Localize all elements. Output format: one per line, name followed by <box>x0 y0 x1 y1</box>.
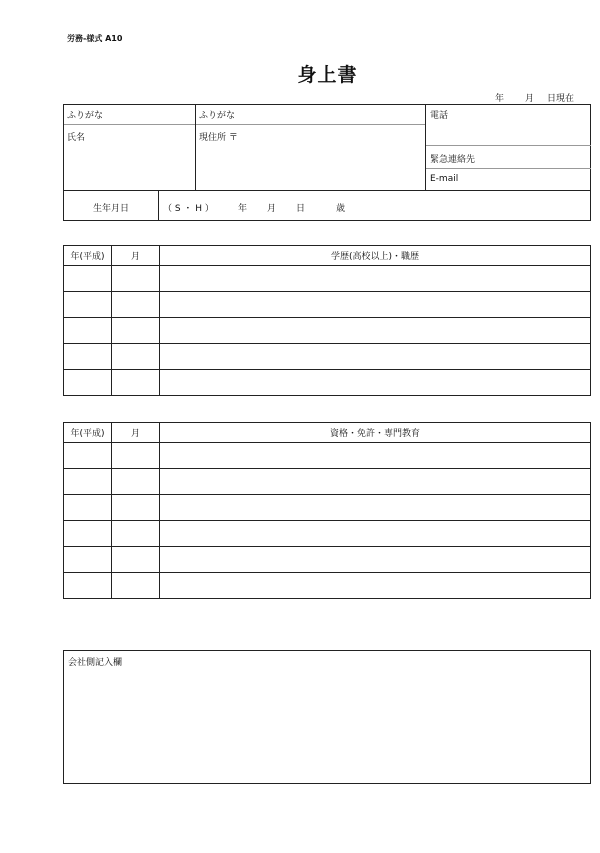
date-month-label: 月 <box>525 94 535 104</box>
license-year-cell[interactable] <box>64 443 112 469</box>
license-month-cell[interactable] <box>112 521 160 547</box>
company-section[interactable] <box>63 650 591 784</box>
phone-label: 電話 <box>430 111 449 121</box>
table-row <box>64 521 591 547</box>
license-year-cell[interactable] <box>64 573 112 599</box>
history-year-cell[interactable] <box>64 344 112 370</box>
document-title: 身上書 <box>297 64 358 86</box>
license-detail-cell[interactable] <box>160 495 591 521</box>
history-detail-cell[interactable] <box>160 370 591 396</box>
license-detail-cell[interactable] <box>160 443 591 469</box>
birth-day-label: 日 <box>296 204 306 214</box>
license-col-month: 月 <box>112 423 160 443</box>
birth-year-label: 年 <box>238 204 248 214</box>
table-row <box>64 495 591 521</box>
history-detail-cell[interactable] <box>160 318 591 344</box>
license-detail-cell[interactable] <box>160 573 591 599</box>
history-detail-cell[interactable] <box>160 292 591 318</box>
date-line <box>495 91 574 104</box>
history-col-year: 年(平成) <box>64 246 112 266</box>
table-row <box>64 547 591 573</box>
table-row <box>64 443 591 469</box>
history-detail-cell[interactable] <box>160 266 591 292</box>
age-label: 歳 <box>336 204 346 214</box>
table-row <box>64 292 591 318</box>
license-col-detail: 資格・免許・専門教育 <box>160 423 591 443</box>
license-month-cell[interactable] <box>112 495 160 521</box>
license-month-cell[interactable] <box>112 547 160 573</box>
history-year-cell[interactable] <box>64 292 112 318</box>
name-label: 氏名 <box>67 133 86 143</box>
email-label: E-mail <box>430 174 459 184</box>
table-row <box>64 370 591 396</box>
history-month-cell[interactable] <box>112 266 160 292</box>
history-year-cell[interactable] <box>64 266 112 292</box>
company-section-label: 会社側記入欄 <box>68 658 123 668</box>
license-header-row <box>64 423 591 443</box>
table-row <box>64 344 591 370</box>
license-table <box>63 422 591 599</box>
history-detail-cell[interactable] <box>160 344 591 370</box>
license-col-year: 年(平成) <box>64 423 112 443</box>
history-month-cell[interactable] <box>112 344 160 370</box>
birth-era-label: （ S ・ H ） <box>163 204 214 214</box>
history-month-cell[interactable] <box>112 292 160 318</box>
history-year-cell[interactable] <box>64 318 112 344</box>
table-row <box>64 469 591 495</box>
name-furigana-label: ふりがな <box>67 111 104 121</box>
date-year-label: 年 <box>495 94 505 104</box>
birth-month-label: 月 <box>267 204 277 214</box>
address-label: 現住所 〒 <box>199 133 238 143</box>
birthdate-label: 生年月日 <box>93 204 130 214</box>
license-month-cell[interactable] <box>112 573 160 599</box>
history-header-row <box>64 246 591 266</box>
license-detail-cell[interactable] <box>160 547 591 573</box>
table-row <box>64 266 591 292</box>
history-col-detail: 学歴(高校以上)・職歴 <box>160 246 591 266</box>
emergency-contact-label: 緊急連絡先 <box>430 155 476 165</box>
form-code: 労務-様式 A10 <box>67 34 123 43</box>
license-detail-cell[interactable] <box>160 521 591 547</box>
address-furigana-label: ふりがな <box>199 111 236 121</box>
date-suffix-label: 日現在 <box>547 94 575 104</box>
history-table <box>63 245 591 396</box>
license-year-cell[interactable] <box>64 495 112 521</box>
license-year-cell[interactable] <box>64 547 112 573</box>
table-row <box>64 318 591 344</box>
license-detail-cell[interactable] <box>160 469 591 495</box>
history-year-cell[interactable] <box>64 370 112 396</box>
license-month-cell[interactable] <box>112 469 160 495</box>
personal-info-frame <box>63 104 591 221</box>
license-month-cell[interactable] <box>112 443 160 469</box>
license-year-cell[interactable] <box>64 521 112 547</box>
license-year-cell[interactable] <box>64 469 112 495</box>
history-month-cell[interactable] <box>112 318 160 344</box>
history-month-cell[interactable] <box>112 370 160 396</box>
table-row <box>64 573 591 599</box>
history-col-month: 月 <box>112 246 160 266</box>
